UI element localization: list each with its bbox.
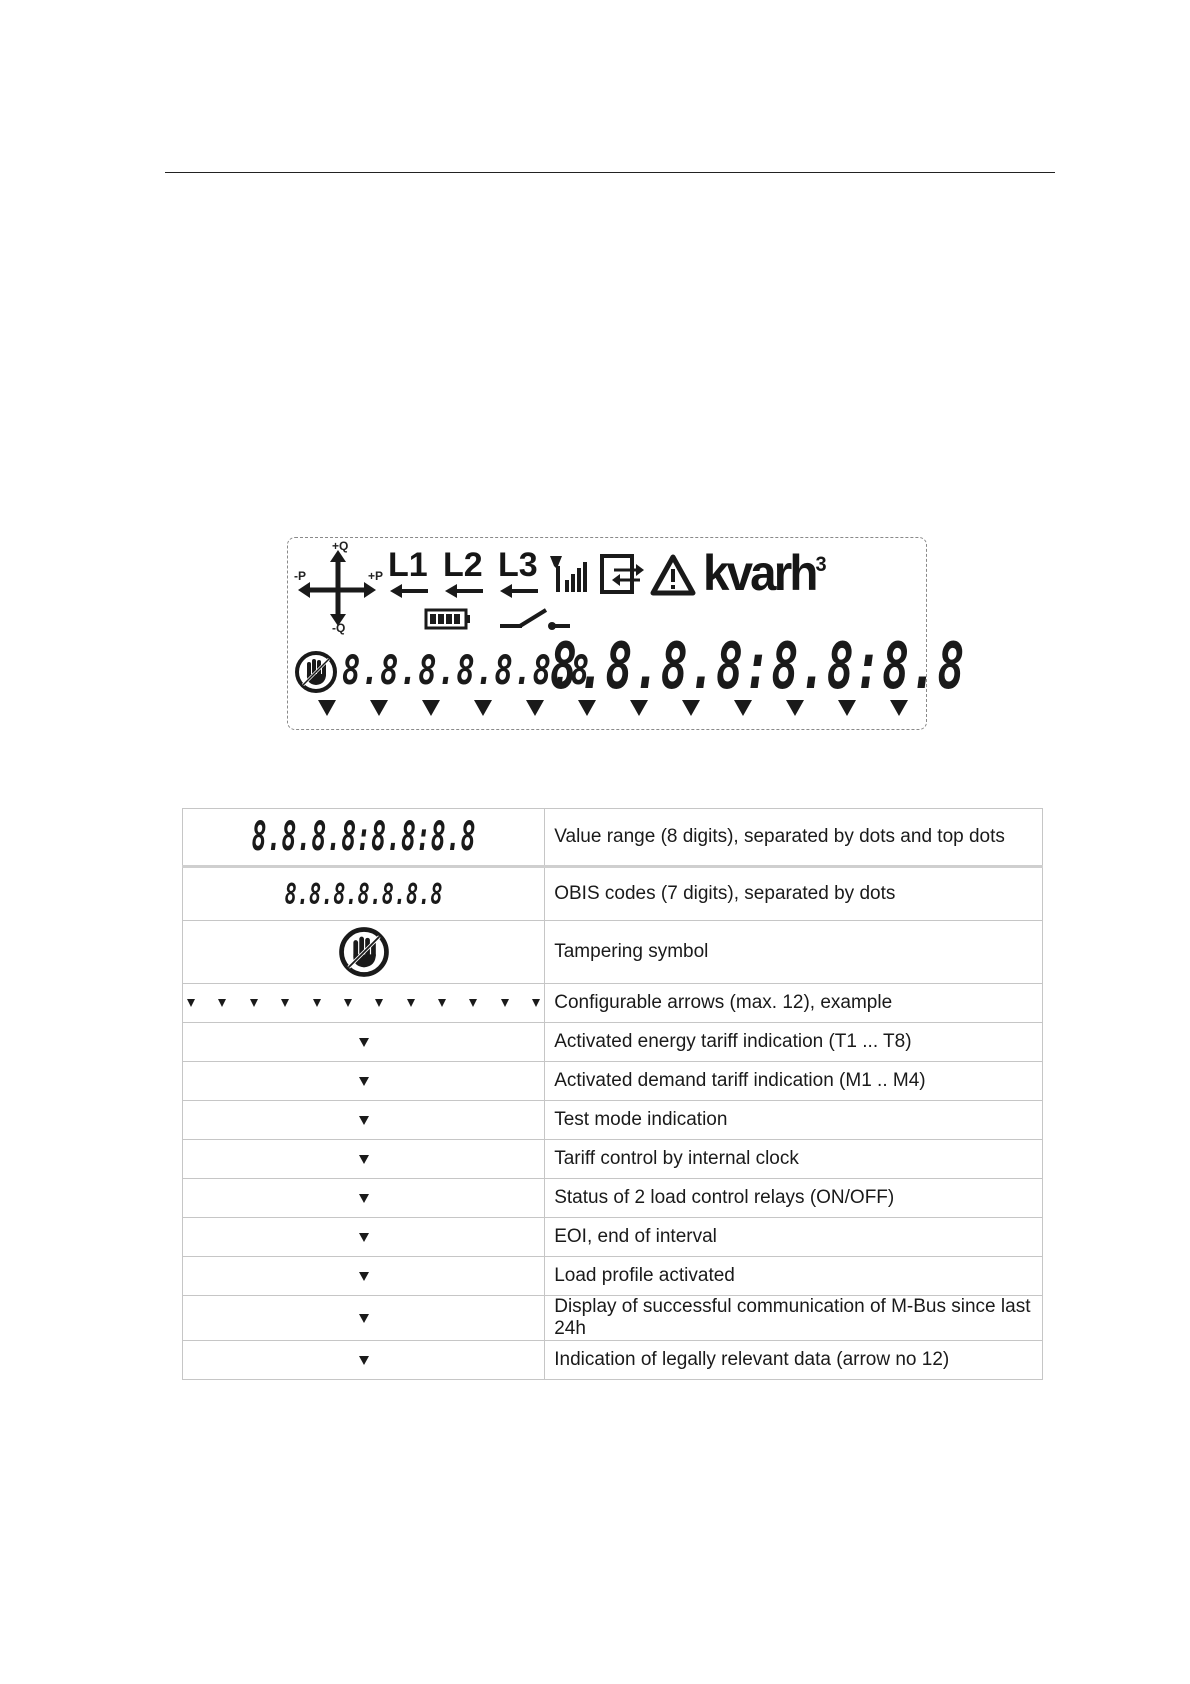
description-cell: Value range (8 digits), separated by dots and top dots [545,809,1043,867]
arrow-10 [786,700,804,716]
obis-code-display: 8.8.8.8.8.8.8 [342,648,590,694]
symbol-cell [183,867,545,921]
description-cell: OBIS codes (7 digits), separated by dots [545,867,1043,921]
symbol-cell [183,1218,545,1257]
warning-icon [650,554,696,596]
table-row [183,1341,1043,1380]
relay-switch-icon [500,606,572,630]
unit-label: kvarh$^3$ [703,545,824,601]
description-cell: Indication of legally relevant data (arrow no 12) [545,1341,1043,1380]
description-cell: Display of successful communication of M-Bus since last 24h [545,1296,1043,1341]
arrow-down-icon [359,1233,369,1242]
description-cell: Tampering symbol [545,921,1043,984]
table-row [183,1218,1043,1257]
description-cell: Status of 2 load control relays (ON/OFF) [545,1179,1043,1218]
arrow-6 [578,700,596,716]
symbol-cell [183,809,545,867]
signal-strength-icon [550,554,590,594]
symbol-cell [183,1296,545,1341]
arrow-5 [526,700,544,716]
table-row [183,1101,1043,1140]
plus-p-label: +P [368,569,384,583]
table-row [183,1023,1043,1062]
table-row [183,867,1043,921]
description-cell: EOI, end of interval [545,1218,1043,1257]
symbol-cell [183,1140,545,1179]
symbol-cell [183,1101,545,1140]
symbol-cell [183,921,545,984]
arrow-down-icon [359,1272,369,1281]
phase-l1-label: L1 [388,546,428,584]
description-cell: Test mode indication [545,1101,1043,1140]
symbol-cell [183,1179,545,1218]
arrow-8 [682,700,700,716]
arrow-2 [370,700,388,716]
table-row [183,921,1043,984]
arrow-3 [422,700,440,716]
header-rule [165,172,1055,173]
table-row [183,1140,1043,1179]
arrow-11 [838,700,856,716]
table-row [183,809,1043,867]
arrow-12 [890,700,908,716]
obis-code-digits: 8.8.8.8.8.8.8 [284,877,443,911]
description-cell: Configurable arrows (max. 12), example [545,984,1043,1023]
arrow-row-icon [183,999,544,1007]
description-cell: Activated energy tariff indication (T1 ... T8) [545,1023,1043,1062]
lcd-symbol-table [182,808,1043,1380]
arrow-9 [734,700,752,716]
arrow-down-icon [359,1077,369,1086]
symbol-cell [183,984,545,1023]
arrow-down-icon [359,1194,369,1203]
symbol-cell [183,1062,545,1101]
arrow-down-icon [359,1356,369,1365]
symbol-cell [183,1257,545,1296]
arrow-4 [474,700,492,716]
symbol-cell [183,1023,545,1062]
arrow-down-icon [359,1038,369,1047]
quadrant-cross-icon [296,548,376,628]
configurable-arrows [318,700,908,720]
value-display: 8.8.8.8:8.8:8.8 [550,630,966,704]
arrow-down-icon [359,1116,369,1125]
description-cell: Activated demand tariff indication (M1 .. M4) [545,1062,1043,1101]
arrow-7 [630,700,648,716]
table-row [183,1257,1043,1296]
phase-arrows-icon [388,584,548,598]
table-row [183,1179,1043,1218]
value-range-digits: 8.8.8.8:8.8:8.8 [251,814,476,860]
arrow-1 [318,700,336,716]
table-row [183,984,1043,1023]
description-cell: Tariff control by internal clock [545,1140,1043,1179]
table-row [183,1062,1043,1101]
symbol-cell [183,1341,545,1380]
table-row [183,1296,1043,1341]
battery-icon [424,608,472,630]
plus-q-label: +Q [332,539,349,553]
phase-l2-label: L2 [443,546,483,584]
lcd-display-figure [287,537,966,730]
communication-icon [600,554,644,594]
minus-q-label: -Q [332,621,346,635]
tamper-icon [338,926,390,978]
arrow-down-icon [359,1155,369,1164]
description-cell: Load profile activated [545,1257,1043,1296]
arrow-down-icon [359,1314,369,1323]
phase-l3-label: L3 [498,546,538,584]
tamper-icon [294,650,338,694]
minus-p-label: -P [294,569,306,583]
